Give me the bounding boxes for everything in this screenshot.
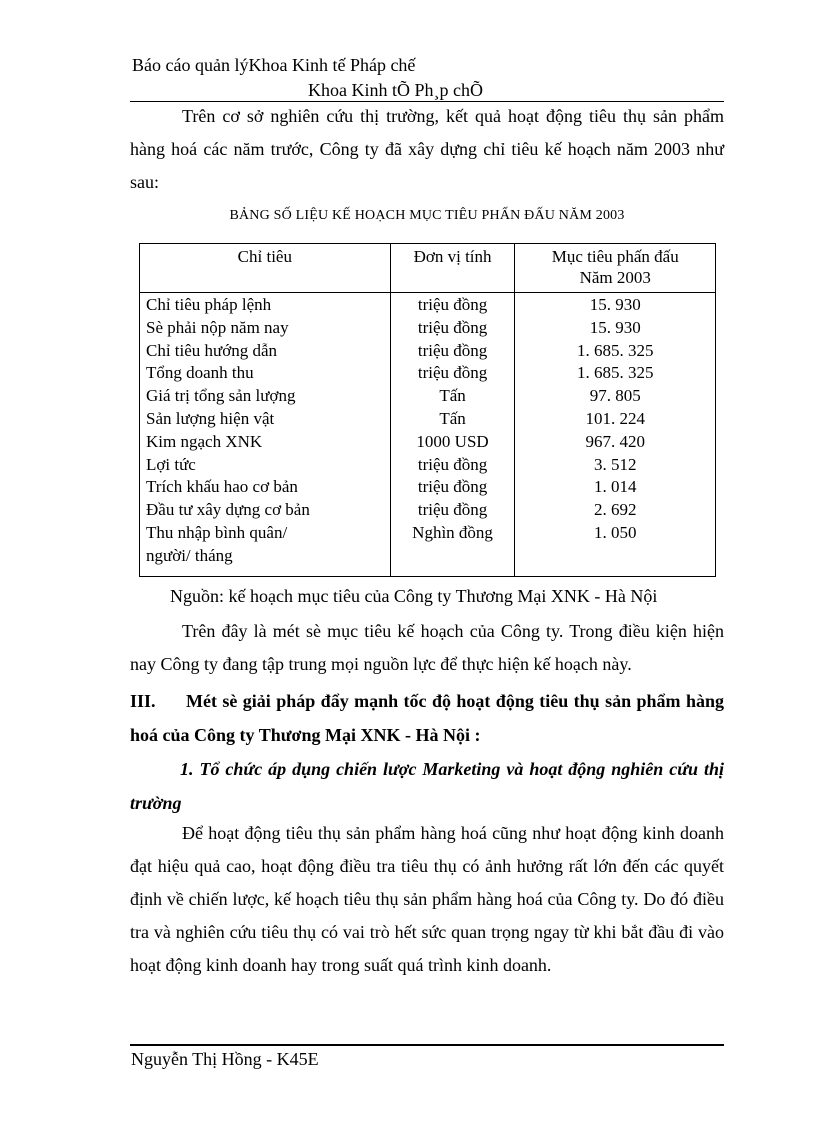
footer-author: Nguyễn Thị Hồng - K45E bbox=[131, 1049, 319, 1069]
row-indicator: Lợi tức bbox=[140, 454, 391, 477]
row-indicator-line2: người/ tháng bbox=[146, 545, 233, 565]
row-unit: triệu đồng bbox=[390, 362, 515, 385]
body-paragraph bbox=[130, 817, 724, 982]
row-value: 97. 805 bbox=[515, 385, 716, 408]
row-indicator: Sè phải nộp năm nay bbox=[140, 317, 391, 340]
table-header-row bbox=[140, 244, 716, 293]
row-value: 3. 512 bbox=[515, 454, 716, 477]
row-indicator: Chỉ tiêu hướng dẫn bbox=[140, 340, 391, 363]
summary-paragraph-text: Trên đây là mét sè mục tiêu kế hoạch của Công ty. Trong điều kiện hiện nay Công ty đang tập trung mọi nguồn lực để thực hiện kế hoạch này. bbox=[130, 621, 724, 674]
row-unit: triệu đồng bbox=[390, 340, 515, 363]
row-unit: triệu đồng bbox=[390, 293, 515, 317]
row-value: 15. 930 bbox=[515, 293, 716, 317]
table-row bbox=[140, 499, 716, 522]
row-value: 1. 014 bbox=[515, 476, 716, 499]
row-unit: triệu đồng bbox=[390, 476, 515, 499]
table-row bbox=[140, 408, 716, 431]
row-indicator: Chỉ tiêu pháp lệnh bbox=[140, 293, 391, 317]
row-unit: Tấn bbox=[390, 408, 515, 431]
table-row bbox=[140, 293, 716, 317]
row-value: 1. 050 bbox=[515, 522, 716, 577]
header-target bbox=[515, 244, 716, 293]
row-unit: 1000 USD bbox=[390, 431, 515, 454]
intro-paragraph bbox=[130, 100, 724, 199]
table-title: BẢNG SỐ LIỆU KẾ HOẠCH MỤC TIÊU PHẤN ĐẤU NĂM 2003 bbox=[229, 208, 625, 223]
row-value: 15. 930 bbox=[515, 317, 716, 340]
row-unit: Nghìn đồng bbox=[390, 522, 515, 577]
table-row bbox=[140, 340, 716, 363]
row-value: 101. 224 bbox=[515, 408, 716, 431]
row-value: 1. 685. 325 bbox=[515, 340, 716, 363]
row-indicator: Giá trị tổng sản lượng bbox=[140, 385, 391, 408]
row-value: 967. 420 bbox=[515, 431, 716, 454]
table-source-note: Nguồn: kế hoạch mục tiêu của Công ty Thương Mại XNK - Hà Nội bbox=[170, 586, 658, 606]
table-row bbox=[140, 522, 716, 577]
header-target-line2: Năm 2003 bbox=[579, 268, 651, 287]
header-target-line1: Mục tiêu phấn đấu bbox=[551, 247, 679, 266]
section-number: III. bbox=[130, 691, 156, 711]
row-indicator-line1: Thu nhập bình quân/ bbox=[146, 522, 288, 542]
row-indicator: Sản lượng hiện vật bbox=[140, 408, 391, 431]
footer-divider bbox=[130, 1044, 724, 1046]
row-unit: triệu đồng bbox=[390, 499, 515, 522]
table-row bbox=[140, 431, 716, 454]
summary-paragraph bbox=[130, 615, 724, 681]
row-indicator bbox=[140, 522, 391, 577]
section-title: Mét sè giải pháp đẩy mạnh tốc độ hoạt động tiêu thụ sản phẩm hàng hoá của Công ty Thương Mại XNK - Hà Nội : bbox=[130, 691, 724, 745]
row-indicator: Đầu tư xây dựng cơ bản bbox=[140, 499, 391, 522]
row-indicator: Trích khấu hao cơ bản bbox=[140, 476, 391, 499]
table-row bbox=[140, 385, 716, 408]
row-value: 1. 685. 325 bbox=[515, 362, 716, 385]
header-unit: Đơn vị tính bbox=[390, 244, 515, 293]
body-paragraph-text: Để hoạt động tiêu thụ sản phẩm hàng hoá cũng như hoạt động kinh doanh đạt hiệu quả cao, hoạt động điều tra tiêu thụ có ảnh hưởng rất lớn đến các quyết định về chiến lược, kế hoạch tiêu thụ sản phẩm hàng hoá của Công ty. Do đó điều tra và nghiên cứu tiêu thụ có vai trò hết sức quan trọng ngay từ khi bắt đầu đi vào hoạt động kinh doanh hay trong suất quá trình kinh doanh. bbox=[130, 823, 724, 975]
row-indicator: Tổng doanh thu bbox=[140, 362, 391, 385]
plan-table bbox=[139, 243, 716, 577]
row-indicator: Kim ngạch XNK bbox=[140, 431, 391, 454]
subsection-title: 1. Tổ chức áp dụng chiến lược Marketing và hoạt động nghiên cứu thị trường bbox=[130, 759, 724, 813]
table-row bbox=[140, 317, 716, 340]
table-row bbox=[140, 362, 716, 385]
table-row bbox=[140, 476, 716, 499]
page-header-subtitle: Khoa Kinh tÕ Ph¸p chÕ bbox=[308, 80, 483, 100]
row-value: 2. 692 bbox=[515, 499, 716, 522]
row-unit: triệu đồng bbox=[390, 454, 515, 477]
header-indicator: Chỉ tiêu bbox=[140, 244, 391, 293]
subsection-heading bbox=[130, 752, 724, 820]
row-unit: Tấn bbox=[390, 385, 515, 408]
page-header-title: Báo cáo quản lýKhoa Kinh tế Pháp chế bbox=[132, 55, 416, 75]
intro-paragraph-text: Trên cơ sở nghiên cứu thị trường, kết quả hoạt động tiêu thụ sản phẩm hàng hoá các năm trước, Công ty đã xây dựng chỉ tiêu kế hoạch năm 2003 như sau: bbox=[130, 106, 724, 192]
table-row bbox=[140, 454, 716, 477]
section-heading bbox=[130, 684, 724, 752]
row-unit: triệu đồng bbox=[390, 317, 515, 340]
